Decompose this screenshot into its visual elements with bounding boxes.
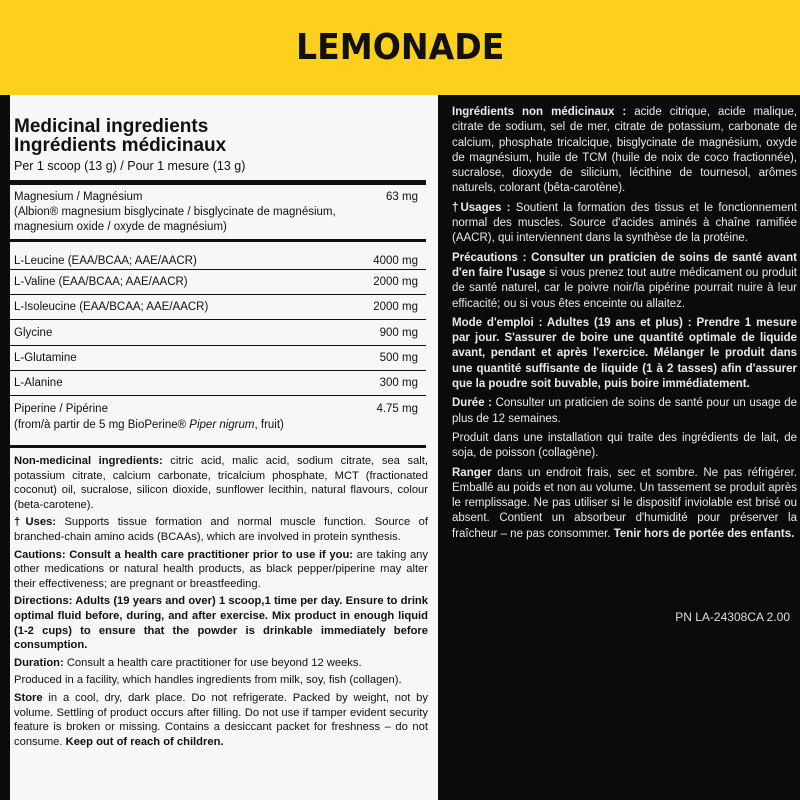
ingredient-row: [10, 295, 426, 320]
precautions-fr: Précautions : Consulter un praticien de soins de santé avant d'en faire l'usage si vous prenez tout autre médicament ou produit de santé naturel, car le poivre noir/la pipérine pourrait nuire à leur efficacité; ou si vous êtes enceinte ou allaitez.: [452, 251, 797, 310]
medicinal-title-fr: Ingrédients médicinaux: [14, 135, 227, 156]
ingredient-amount: 63 mg: [386, 191, 418, 203]
ingredient-detail: (from/à partir de 5 mg BioPerine® Piper nigrum , fruit): [14, 419, 284, 431]
ingredient-table: [10, 185, 426, 433]
ingredient-name: L-Valine (EAA/BCAA; AAE/AACR): [14, 276, 188, 288]
ingredient-amount: 500 mg: [379, 352, 418, 364]
storage-fr: Ranger dans un endroit frais, sec et sombre. Ne pas réfrigérer. Emballé au poids et non au volume. Un tassement se produit après le remplissage. Ne pas utiliser si le dispositif inviolable est brisé ou absent. Contient un absorbeur d'humidité pour préserver la fraîcheur – ne pas consommer. Tenir hors de portée des enfants.: [452, 466, 797, 540]
uses: †Uses: Supports tissue formation and normal muscle function. Source of branched-chain amino acids (BCAAs), which are involved in protein synthesis.: [14, 516, 428, 543]
ingredient-amount: 4000 mg: [373, 255, 418, 267]
part-number: PN LA-24308CA 2.00: [675, 610, 790, 624]
ingredient-row: [10, 346, 426, 371]
mode-emploi-fr: Mode d'emploi : Adultes (19 ans et plus) : Prendre 1 mesure par jour. S'assurer de boire une quantité optimale de liquide avant, pendant et après l'exercice. Mélanger le produit dans une quantité suffisante de liquide (1 à 2 tasses) afin d'assurer que la poudre soit buvable, puis boire immédiatement.: [452, 316, 797, 391]
non-medicinal-ingredients-fr: Ingrédients non médicinaux : acide citrique, acide malique, citrate de sodium, sel de mer, citrate de potassium, carbonate de calcium, phosphate tricalcique, bisglycinate de magnésium, oxyde de magnésium, huile de TCM (huile de noix de coco fractionnée), sucralose, dioxyde de silicium, lécithine de tournesol, arômes naturels, colorant (bêta-carotène).: [452, 106, 798, 195]
ingredient-row-piperine: [10, 396, 426, 433]
ingredient-detail: magnesium oxide / oxyde de magnésium): [14, 221, 227, 233]
ingredient-row: [10, 270, 426, 295]
flavor-title: LEMONADE: [295, 27, 505, 68]
ingredient-amount: 900 mg: [379, 326, 418, 339]
ingredient-name: Magnesium / Magnésium: [14, 191, 143, 203]
french-details: [452, 95, 797, 546]
uses-fr: †Usages : Soutient la formation des tissus et le fonctionnement normal des muscles. Source d'acides aminés à chaîne ramifiée (AACR), qui interviennent dans la synthèse de la protéine.: [452, 201, 797, 245]
ingredient-name: L-Alanine: [14, 377, 63, 389]
facility-allergens-fr: Produit dans une installation qui traite des ingrédients de lait, de soja, de poisson (collagène).: [452, 431, 797, 460]
ingredient-name: Piperine / Pipérine: [14, 403, 108, 415]
ingredient-row: [10, 242, 426, 270]
duration: Duration: Consult a health care practitioner for use beyond 12 weeks.: [14, 656, 362, 669]
cautions: Cautions: Consult a health care practitioner prior to use if you: are taking any other medications or natural health products, as black pepper/piperine may alter their effectiveness; are pregnant or breastfeeding.: [14, 548, 428, 590]
medicinal-title: [10, 95, 438, 155]
flavor-banner: [0, 0, 800, 95]
serving-size: Per 1 scoop (13 g) / Pour 1 mesure (13 g): [14, 159, 246, 173]
ingredient-row-magnesium: [10, 185, 426, 242]
ingredient-amount: 4.75 mg: [376, 403, 418, 415]
ingredient-amount: 300 mg: [379, 377, 418, 389]
ingredient-name: L-Leucine (EAA/BCAA; AAE/AACR): [14, 255, 197, 267]
medicinal-panel: [10, 95, 438, 800]
divider-thick: [10, 445, 426, 448]
ingredient-detail: (Albion® magnesium bisglycinate / bisglycinate de magnésium,: [14, 206, 336, 218]
ingredient-name: L-Isoleucine (EAA/BCAA; AAE/AACR): [14, 301, 209, 313]
ingredient-name: Glycine: [14, 326, 53, 339]
ingredient-name: L-Glutamine: [14, 352, 77, 364]
storage: Store in a cool, dry, dark place. Do not refrigerate. Packed by weight, not by volume. Settling of product occurs after filling. Do not use if tamper evident security feature is broken or missing. Contains a desiccant packet for freshness – do not consume. Keep out of reach of children.: [14, 691, 428, 748]
ingredient-amount: 2000 mg: [373, 301, 418, 313]
ingredient-row: [10, 371, 426, 396]
ingredient-amount: 2000 mg: [373, 276, 418, 288]
english-details: [10, 454, 438, 749]
medicinal-title-en: Medicinal ingredients: [14, 116, 209, 137]
non-medicinal-ingredients: Non-medicinal ingredients: citric acid, malic acid, sodium citrate, sea salt, potassium citrate, calcium carbonate, tricalcium phosphate, MCT (fractionated coconut) oil, sucralose, silicon dioxide, sunflower lecithin, natural flavours, colour (beta-carotene).: [14, 455, 428, 511]
duree-fr: Durée : Consulter un praticien de soins de santé pour un usage de plus de 12 semaines.: [452, 397, 797, 425]
ingredient-row: [10, 320, 426, 346]
directions: Directions: Adults (19 years and over) 1 scoop,1 time per day. Ensure to drink optimal fluid before, during, and after exercise. Mix product in enough liquid (1-2 cups) to ensure that the powder is drinkable immediately before consumption.: [14, 595, 428, 652]
facility-allergens: Produced in a facility, which handles ingredients from milk, soy, fish (collagen).: [14, 674, 402, 687]
